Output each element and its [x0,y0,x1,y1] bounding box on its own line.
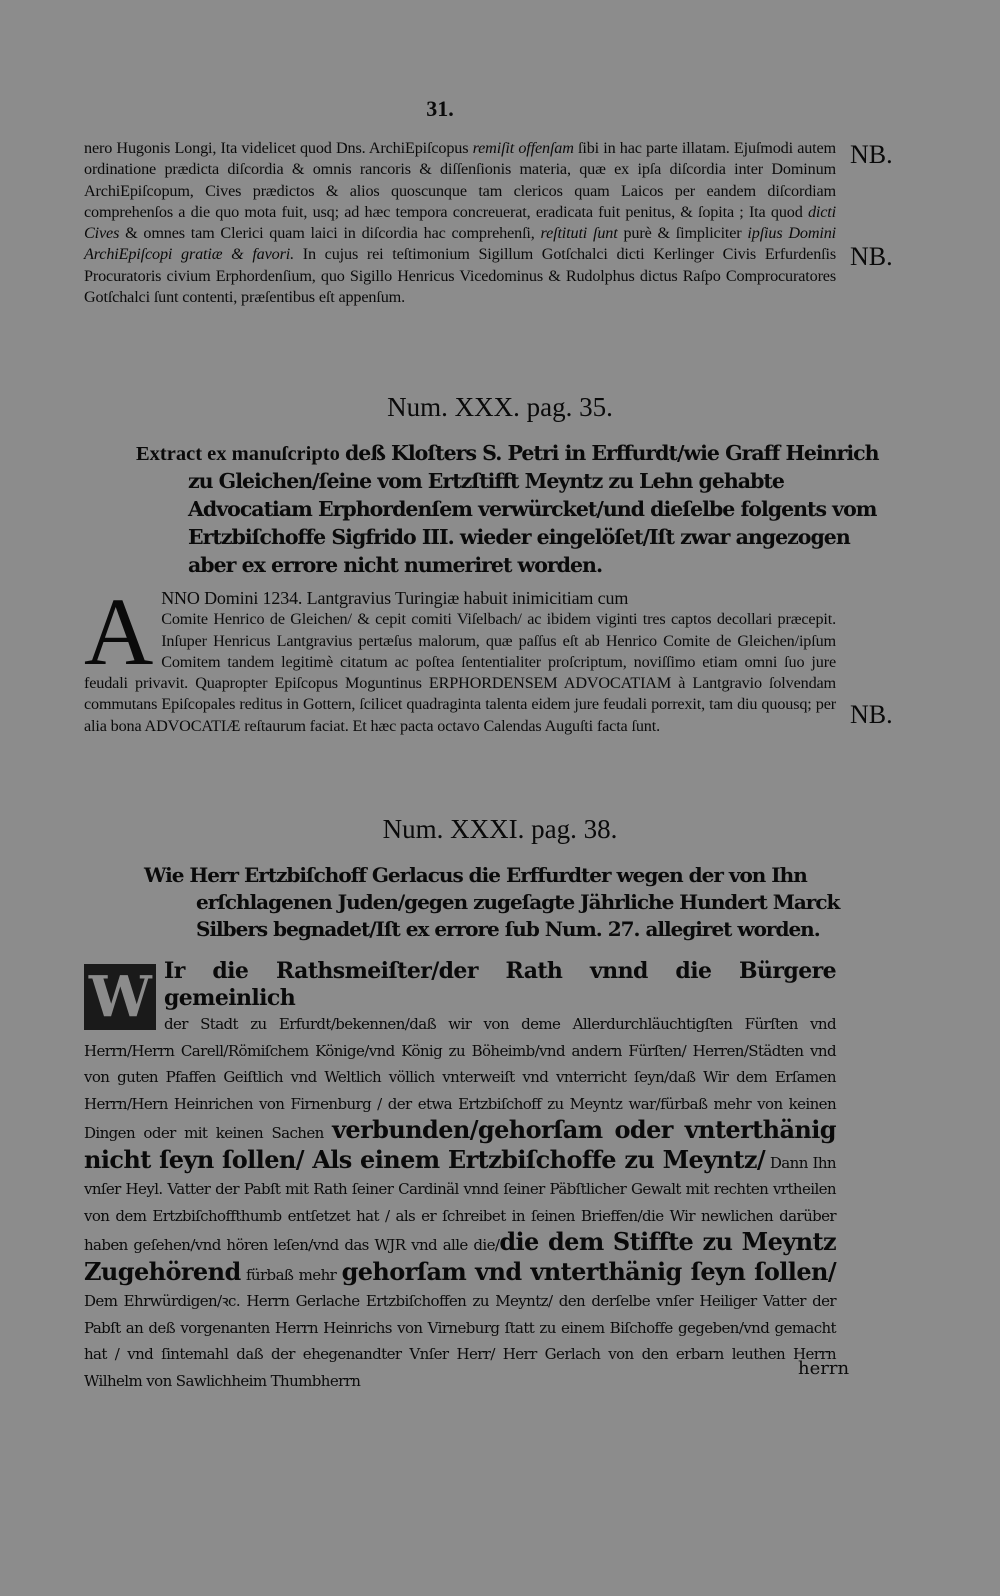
section-3-heading: Num. XXXI. pag. 38. [382,814,618,844]
margin-note-nb-2: NB. [850,242,893,271]
first-line: NNO Domini 1234. Lantgravius Turingiæ habuit inimicitiam cum [161,588,629,608]
section-1-paragraph [84,138,836,308]
section-2-paragraph: Comite Henrico de Gleichen/ & cepit comiti Viſelbach/ ac ibidem viginti tres captos decollari præcepit. Inſuper Henricus Lantgravius pertæſus malorum, quæ paſſus eſt ab Henrico Comite de Gleichen/ipſum Comitem tandem legitimè citatum ac poſtea ſententialiter proſcriptum, noviſſimo etiam omni ſuo jure feudali privavit. Quapropter Epiſcopus Moguntinus ERPHORDENSEM ADVOCATIAM à Lantgravio ſolvendam commutans Epiſcopales reditus in Gottern, ſcilicet quadraginta talenta eidem jure feudali porrexit, tam diu quousq; per alia bona ADVOCATIÆ reſtaurum faciat. Et hæc pacta octavo Calendas Auguſti facta ſunt. [84,610,836,735]
margin-note-nb-3: NB. [850,700,893,729]
page-number: 31. [426,96,454,121]
text-span: purè & ſimpliciter [617,224,748,243]
title-latin: Extract ex manuſcripto [136,443,345,465]
section-3-body [84,958,836,1394]
margin-note-nb-1: NB. [850,140,893,169]
title-fraktur: deß Kloſters S. Petri in Erffurdt/wie Graff Heinrich zu Gleichen/ſeine vom Ertzſtifft Meyntz zu Lehn gehabte Advocatiam Erphordenſem verwürcket/und dieſelbe folgents vom Ertzbiſchoffe Sigfrido III. wieder eingelöſet/Iſt zwar angezogen aber ex errore nicht numeriret worden. [188,441,879,577]
section-2-body [84,578,836,737]
first-line: Ir die Rathsmeiſter/der Rath vnnd die Bürgere gemeinlich [164,958,836,1011]
dropcap-w: W [84,964,156,1030]
italic-span: ipſius Domini ArchiEpiſcopi gratiæ & favori. [84,224,837,264]
dropcap-a: A [84,578,154,685]
italic-span: reſtituti ſunt [540,224,618,243]
italic-span: dicti Cives [84,202,836,243]
catchword: herrn [798,1358,850,1379]
bold-span: verbunden/gehorſam oder vnterthänig nicht ſeyn ſollen/ Als einem Ertzbiſchoffe zu Meyntz/ [84,1115,836,1174]
section-3-title: Wie Herr Ertzbiſchoff Gerlacus die Erffurdter wegen der von Ihn erſchlagenen Juden/gegen zugeſagte Jährliche Hundert Marck Silbers begnadet/Iſt ex errore ſub Num. 27. allegiret worden. [144,863,840,941]
text-span: Dann Ihn vnſer Heyl. Vatter der Pabſt mit Rath ſeiner Cardinäl vnnd ſeiner Päbſtlicher Gewalt mit rechten vrtheilen von dem Ertzbiſchoffthumb entſetzet hat / als er ſchreibet in ſeinen Brieffen/die Wir newlichen darüber haben geſehen/vnd hören leſen/vnd das WJR vnd alle die/ [84,1153,836,1254]
text-span: nero Hugonis Longi, Ita videlicet quod Dns. ArchiEpiſcopus [84,139,473,157]
text-span: & omnes tam Clerici quam laici in diſcordia hac comprehenſi, [119,224,541,243]
text-span: fürbaß mehr [240,1265,342,1284]
section-1-text [84,138,836,308]
text-span: In cujus rei teſtimonium Sigillum Gotſchalci dicti Kerlinger Civis Erfurdenſis Procuratoris civium Erphordenſium, quo Sigillo Henricus Vicedominus & Rudolphus dictus Raſpo Comprocuratores Gotſchalci ſunt contenti, præſentibus eſt appenſum. [84,245,836,307]
text-span: Dem Ehrwürdigen/ꝛc. Herrn Gerlache Ertzbiſchoffen zu Meyntz/ den derſelbe vnſer Heiliger Vatter der Pabſt an deß vorgenanten Herrn Heinrichs von Virneburg ſtatt zu einem Biſchoffe gegeben/vnd gemacht hat / vnd ſintemahl daß der ehegenandter Vnſer Herr/ Herr Gerlach von den erbarn leuthen Herrn Wilhelm von Sawlichheim Thumbherrn [84,1292,836,1390]
italic-span: remiſit offenſam [472,139,574,157]
bold-span: gehorſam vnd vnterthänig ſeyn ſollen/ [341,1256,837,1286]
bold-span: die dem Stiffte zu Meyntz Zugehörend [84,1227,836,1286]
section-2-title [136,440,888,580]
section-2-heading: Num. XXX. pag. 35. [387,392,613,422]
text-span: der Stadt zu Erfurdt/bekennen/daß wir von deme Allerdurchläuchtigſten Fürſten vnd Herrn/Herrn Carell/Römiſchem Könige/vnd König zu Böheimb/vnd andern Fürſten/ Herren/Städten vnd von guten Pfaffen Geiſtlich vnd Weltlich völlich vnterweiſt vnd vnterricht ſeyn/daß Wir dem Erſamen Herrn/Hern Heinrichen von Firnenburg / der etwa Ertzbiſchoff zu Meyntz war/fürbaß mehr von keinen Dingen oder mit keinen Sachen [84,1015,836,1142]
text-span: ſibi in hac parte illatam. Ejuſmodi autem ordinatione prædicta diſcordia & omnis rancoris & diſſenſionis materia, quæ ex ipſa diſcordia inter Dominum ArchiEpiſcopum, Cives prædictos & alios quoscunque tam clericos quam Laicos per eandem diſcordiam comprehenſos a die quo mota fuit, usq; ad hæc tempora concreuerat, eradicata fuit penitus, & ſopita ; Ita quod [84,139,836,221]
